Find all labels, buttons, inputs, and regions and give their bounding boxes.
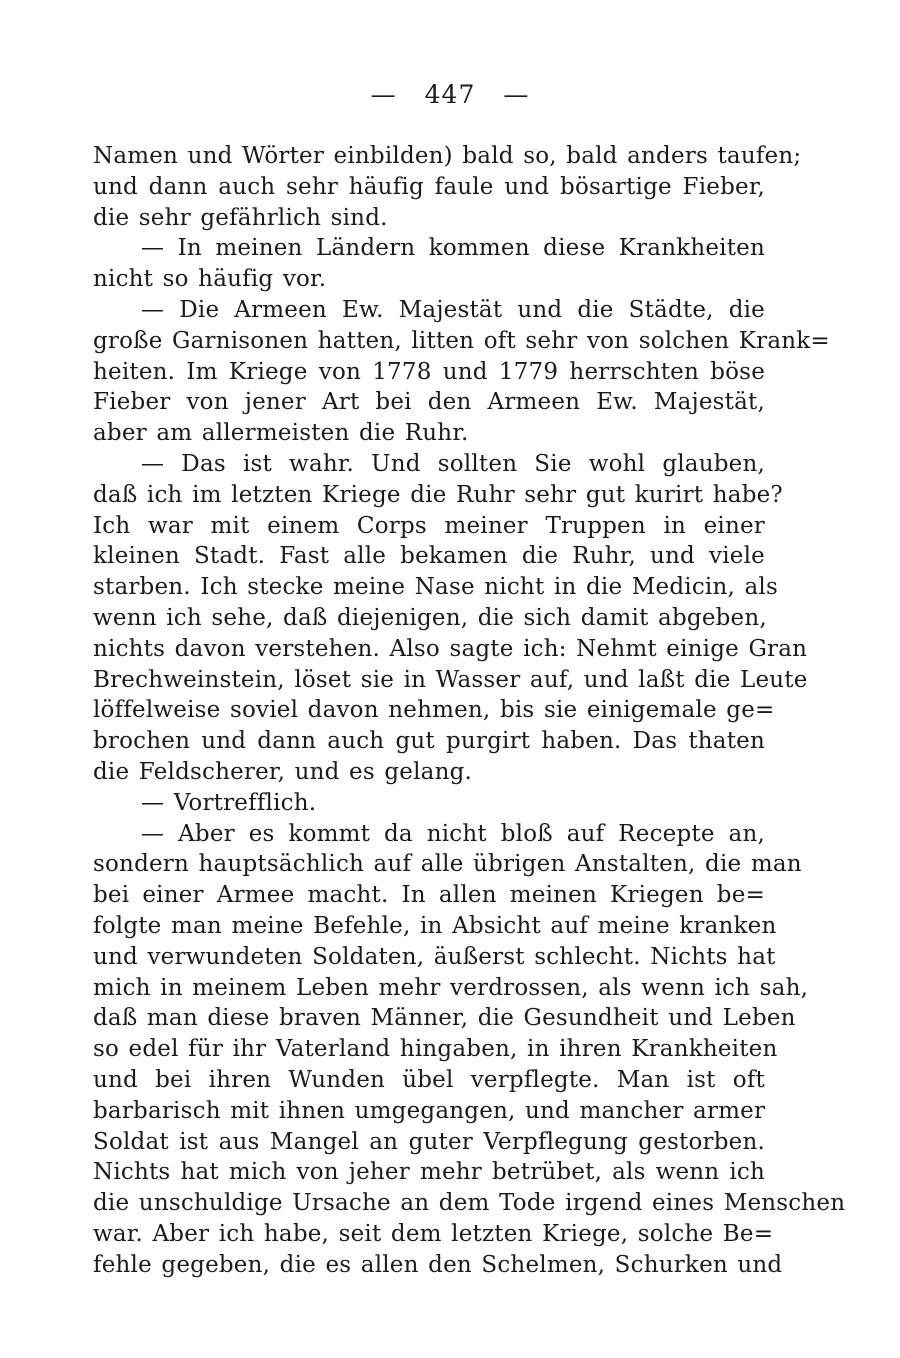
- text-line: wenn ich sehe, daß diejenigen, die sich damit abgeben,: [93, 604, 767, 631]
- text-line: fehle gegeben, die es allen den Schelmen, Schurken und: [93, 1251, 783, 1278]
- text-line: nicht so häufig vor.: [93, 266, 327, 293]
- text-line: — Vortrefflich.: [141, 789, 317, 816]
- header-dash-left: —: [370, 80, 397, 109]
- text-line: — In meinen Ländern kommen diese Krankheiten: [141, 235, 765, 262]
- text-line: und dann auch sehr häufig faule und bösartige Fieber,: [93, 173, 765, 200]
- text-line: — Aber es kommt da nicht bloß auf Recepte an,: [141, 820, 765, 847]
- text-line: und verwundeten Soldaten, äußerst schlecht. Nichts hat: [93, 943, 776, 970]
- text-line: Nichts hat mich von jeher mehr betrübet, als wenn ich: [93, 1159, 765, 1186]
- text-line: mich in meinem Leben mehr verdrossen, als wenn ich sah,: [93, 974, 809, 1001]
- text-line: Soldat ist aus Mangel an guter Verpflegung gestorben.: [93, 1128, 765, 1155]
- text-line: daß ich im letzten Kriege die Ruhr sehr gut kurirt habe?: [93, 481, 783, 508]
- text-line: die Feldscherer, und es gelang.: [93, 758, 473, 785]
- text-line: brochen und dann auch gut purgirt haben. Das thaten: [93, 728, 765, 755]
- header-dash-right: —: [503, 80, 530, 109]
- text-line: barbarisch mit ihnen umgegangen, und mancher armer: [93, 1097, 766, 1124]
- text-line: kleinen Stadt. Fast alle bekamen die Ruhr, und viele: [93, 543, 765, 570]
- text-line: — Die Armeen Ew. Majestät und die Städte, die: [141, 296, 765, 323]
- body-text: [93, 141, 846, 1280]
- text-line: Ich war mit einem Corps meiner Truppen in einer: [93, 512, 765, 539]
- text-line: Brechweinstein, löset sie in Wasser auf, und laßt die Leute: [93, 666, 808, 693]
- text-line: sondern hauptsächlich auf alle übrigen Anstalten, die man: [93, 851, 802, 878]
- text-line: die sehr gefährlich sind.: [93, 204, 388, 231]
- text-line: — Das ist wahr. Und sollten Sie wohl glauben,: [141, 450, 765, 477]
- text-line: heiten. Im Kriege von 1778 und 1779 herrschten böse: [93, 358, 765, 385]
- text-line: Namen und Wörter einbilden) bald so, bald anders taufen;: [93, 143, 802, 169]
- text-line: folgte man meine Befehle, in Absicht auf meine kranken: [93, 912, 777, 939]
- text-line: war. Aber ich habe, seit dem letzten Kriege, solche Be=: [93, 1220, 774, 1247]
- text-line: aber am allermeisten die Ruhr.: [93, 420, 469, 447]
- text-line: so edel für ihr Vaterland hingaben, in ihren Krankheiten: [93, 1036, 778, 1063]
- text-line: löffelweise soviel davon nehmen, bis sie einigemale ge=: [93, 697, 775, 724]
- text-line: daß man diese braven Männer, die Gesundheit und Leben: [93, 1005, 796, 1032]
- text-line: bei einer Armee macht. In allen meinen Kriegen be=: [93, 882, 765, 909]
- page-number: 447: [424, 80, 476, 109]
- text-line: große Garnisonen hatten, litten oft sehr von solchen Krank=: [93, 327, 830, 354]
- text-line: nichts davon verstehen. Also sagte ich: Nehmt einige Gran: [93, 635, 808, 662]
- page-header: [0, 80, 900, 109]
- text-line: starben. Ich stecke meine Nase nicht in die Medicin, als: [93, 574, 778, 601]
- text-line: Fieber von jener Art bei den Armeen Ew. Majestät,: [93, 389, 765, 416]
- text-line: und bei ihren Wunden übel verpflegte. Man ist oft: [93, 1066, 765, 1093]
- text-line: die unschuldige Ursache an dem Tode irgend eines Menschen: [93, 1190, 846, 1217]
